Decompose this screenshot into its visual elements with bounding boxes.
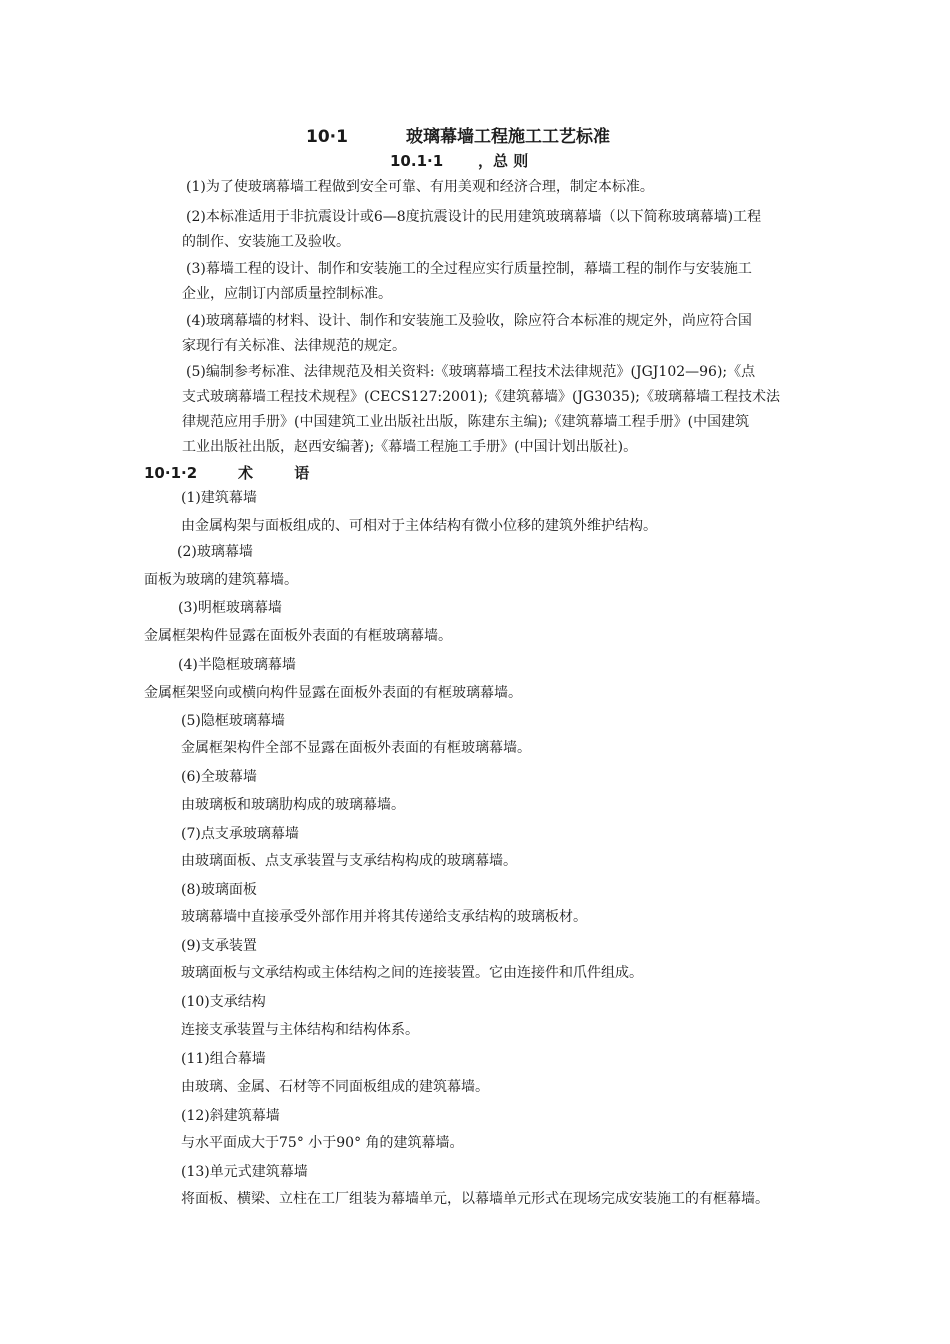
term-definition: 由玻璃面板、点支承装置与支承结构构成的玻璃幕墙。 xyxy=(181,853,517,869)
section-heading-general xyxy=(390,151,528,171)
term-definition: 金属框架构件显露在面板外表面的有框玻璃幕墙。 xyxy=(144,628,452,644)
title-text: 玻璃幕墙工程施工工艺标准 xyxy=(406,127,610,147)
term-definition: 玻璃面板与文承结构或主体结构之间的连接装置。它由连接件和爪件组成。 xyxy=(181,965,643,981)
paragraph-line: (4)玻璃幕墙的材料、设计、制作和安装施工及验收，除应符合本标准的规定外，尚应符合国 xyxy=(186,313,752,329)
term-definition: 由玻璃板和玻璃肋构成的玻璃幕墙。 xyxy=(181,797,405,813)
term-name: (9)支承装置 xyxy=(181,938,257,954)
term-name: (12)斜建筑幕墙 xyxy=(181,1108,280,1124)
term-definition: 由玻璃、金属、石材等不同面板组成的建筑幕墙。 xyxy=(181,1079,489,1095)
paragraph-line: 家现行有关标准、法律规范的规定。 xyxy=(182,338,406,354)
term-name: (13)单元式建筑幕墙 xyxy=(181,1164,308,1180)
paragraph-line: 工业出版社出版，赵西安编著);《幕墙工程施工手册》(中国计划出版社)。 xyxy=(182,439,638,455)
section-heading-terms xyxy=(144,463,327,483)
term-definition: 由金属构架与面板组成的、可相对于主体结构有微小位移的建筑外维护结构。 xyxy=(181,518,657,534)
term-definition: 面板为玻璃的建筑幕墙。 xyxy=(144,572,298,588)
paragraph-line: (5)编制参考标准、法律规范及相关资料:《玻璃幕墙工程技术法律规范》(JGJ102—96);《点 xyxy=(186,364,756,380)
paragraph-line: (3)幕墙工程的设计、制作和安装施工的全过程应实行质量控制，幕墙工程的制作与安装施工 xyxy=(186,261,752,277)
term-name: (10)支承结构 xyxy=(181,994,266,1010)
section-number: 10·1·2 xyxy=(144,464,198,482)
term-name: (4)半隐框玻璃幕墙 xyxy=(178,657,296,673)
term-name: (2)玻璃幕墙 xyxy=(177,544,253,560)
term-name: (7)点支承玻璃幕墙 xyxy=(181,826,299,842)
paragraph-line: 律规范应用手册》(中国建筑工业出版社出版，陈建东主编);《建筑幕墙工程手册》(中国建筑 xyxy=(182,414,750,430)
section-title: 术 语 xyxy=(238,464,328,482)
term-definition: 金属框架竖向或横向构件显露在面板外表面的有框玻璃幕墙。 xyxy=(144,685,522,701)
term-definition: 金属框架构件全部不显露在面板外表面的有框玻璃幕墙。 xyxy=(181,740,531,756)
term-name: (1)建筑幕墙 xyxy=(181,490,257,506)
term-name: (5)隐框玻璃幕墙 xyxy=(181,713,285,729)
term-definition: 将面板、横梁、立柱在工厂组装为幕墙单元，以幕墙单元形式在现场完成安装施工的有框幕墙。 xyxy=(181,1191,769,1207)
term-name: (6)全玻幕墙 xyxy=(181,769,257,785)
paragraph-line: (2)本标准适用于非抗震设计或6—8度抗震设计的民用建筑玻璃幕墙（以下简称玻璃幕墙)工程 xyxy=(186,209,762,225)
term-name: (3)明框玻璃幕墙 xyxy=(178,600,282,616)
term-definition: 连接支承装置与主体结构和结构体系。 xyxy=(181,1022,419,1038)
term-definition: 玻璃幕墙中直接承受外部作用并将其传递给支承结构的玻璃板材。 xyxy=(181,909,587,925)
paragraph-line: (1)为了使玻璃幕墙工程做到安全可靠、有用美观和经济合理，制定本标准。 xyxy=(186,179,654,195)
title-number: 10·1 xyxy=(306,127,348,147)
section-title: ，总 则 xyxy=(478,152,529,170)
paragraph-line: 支式玻璃幕墙工程技术规程》(CECS127:2001);《建筑幕墙》(JG3035);《玻璃幕墙工程技术法 xyxy=(182,389,781,405)
paragraph-line: 企业，应制订内部质量控制标准。 xyxy=(182,286,392,302)
term-name: (11)组合幕墙 xyxy=(181,1051,266,1067)
paragraph-line: 的制作、安装施工及验收。 xyxy=(182,234,350,250)
document-title xyxy=(306,126,610,148)
term-definition: 与水平面成大于75° 小于90° 角的建筑幕墙。 xyxy=(181,1135,464,1151)
section-number: 10.1·1 xyxy=(390,152,444,170)
term-name: (8)玻璃面板 xyxy=(181,882,257,898)
